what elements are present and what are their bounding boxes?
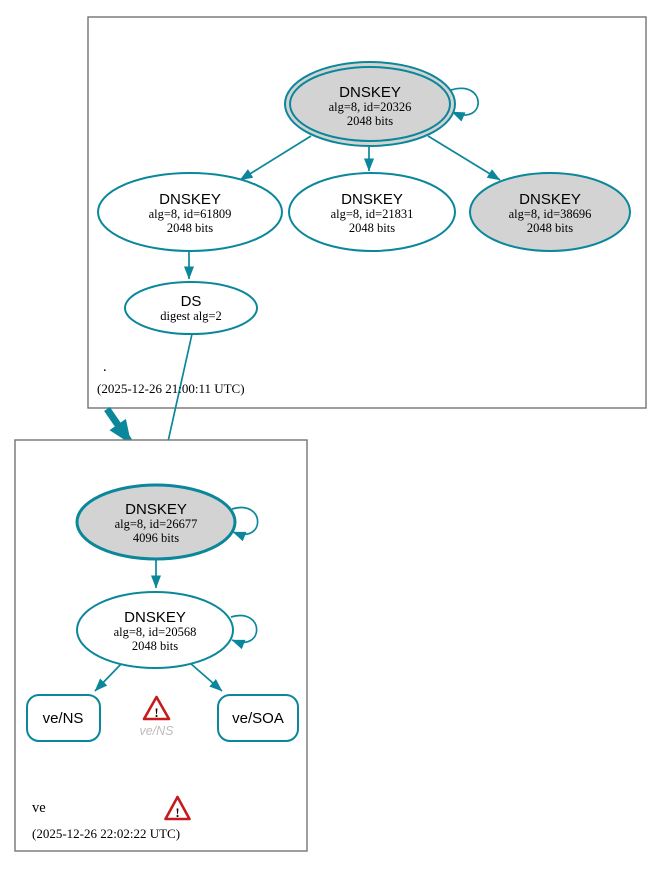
warning-ve-ns-caption: ve/NS [139, 724, 174, 738]
node-ds-title: DS [180, 293, 202, 310]
zone-root-label: . [103, 359, 107, 375]
node-dnskey-21831[interactable] [289, 173, 455, 251]
edge-delegation-root-to-ve [107, 409, 129, 441]
node-dnskey-38696-bits: 2048 bits [526, 221, 574, 235]
node-dnskey-61809-bits: 2048 bits [166, 221, 214, 235]
node-dnskey-38696-alg: alg=8, id=38696 [508, 207, 592, 221]
node-dnskey-61809-alg: alg=8, id=61809 [148, 207, 232, 221]
node-rrset-ve-soa[interactable] [218, 695, 298, 741]
node-dnskey-20326-title: DNSKEY [339, 84, 401, 101]
node-rrset-ve-ns[interactable] [27, 695, 100, 741]
node-dnskey-21831-bits: 2048 bits [348, 221, 396, 235]
zone-ve-timestamp: (2025-12-26 22:02:22 UTC) [32, 826, 181, 841]
node-dnskey-61809-title: DNSKEY [159, 191, 221, 208]
node-dnskey-26677[interactable] [77, 485, 235, 559]
node-dnskey-26677-title: DNSKEY [125, 501, 187, 518]
node-rrset-ve-soa-label: ve/SOA [232, 710, 284, 727]
zone-ve-label: ve [32, 800, 46, 816]
node-dnskey-20568-bits: 2048 bits [131, 639, 179, 653]
node-dnskey-38696-title: DNSKEY [519, 191, 581, 208]
zone-root-timestamp: (2025-12-26 21:00:11 UTC) [97, 381, 245, 396]
node-dnskey-26677-alg: alg=8, id=26677 [114, 517, 198, 531]
node-dnskey-20326-bits: 2048 bits [346, 114, 394, 128]
node-dnskey-20326-alg: alg=8, id=20326 [328, 100, 412, 114]
node-dnskey-38696[interactable] [470, 173, 630, 251]
node-dnskey-20568-title: DNSKEY [124, 609, 186, 626]
node-rrset-ve-ns-label: ve/NS [42, 710, 84, 727]
node-ds[interactable] [125, 282, 257, 334]
node-dnskey-20326[interactable] [285, 62, 455, 146]
node-dnskey-61809[interactable] [98, 173, 282, 251]
node-dnskey-26677-bits: 4096 bits [132, 531, 180, 545]
node-dnskey-20568-alg: alg=8, id=20568 [113, 625, 197, 639]
node-dnskey-21831-title: DNSKEY [341, 191, 403, 208]
warning-exclamation: ! [154, 705, 159, 720]
node-dnskey-21831-alg: alg=8, id=21831 [330, 207, 414, 221]
warning-exclamation: ! [175, 805, 180, 820]
node-ds-digest: digest alg=2 [160, 309, 222, 323]
node-dnskey-20568[interactable] [77, 592, 233, 668]
